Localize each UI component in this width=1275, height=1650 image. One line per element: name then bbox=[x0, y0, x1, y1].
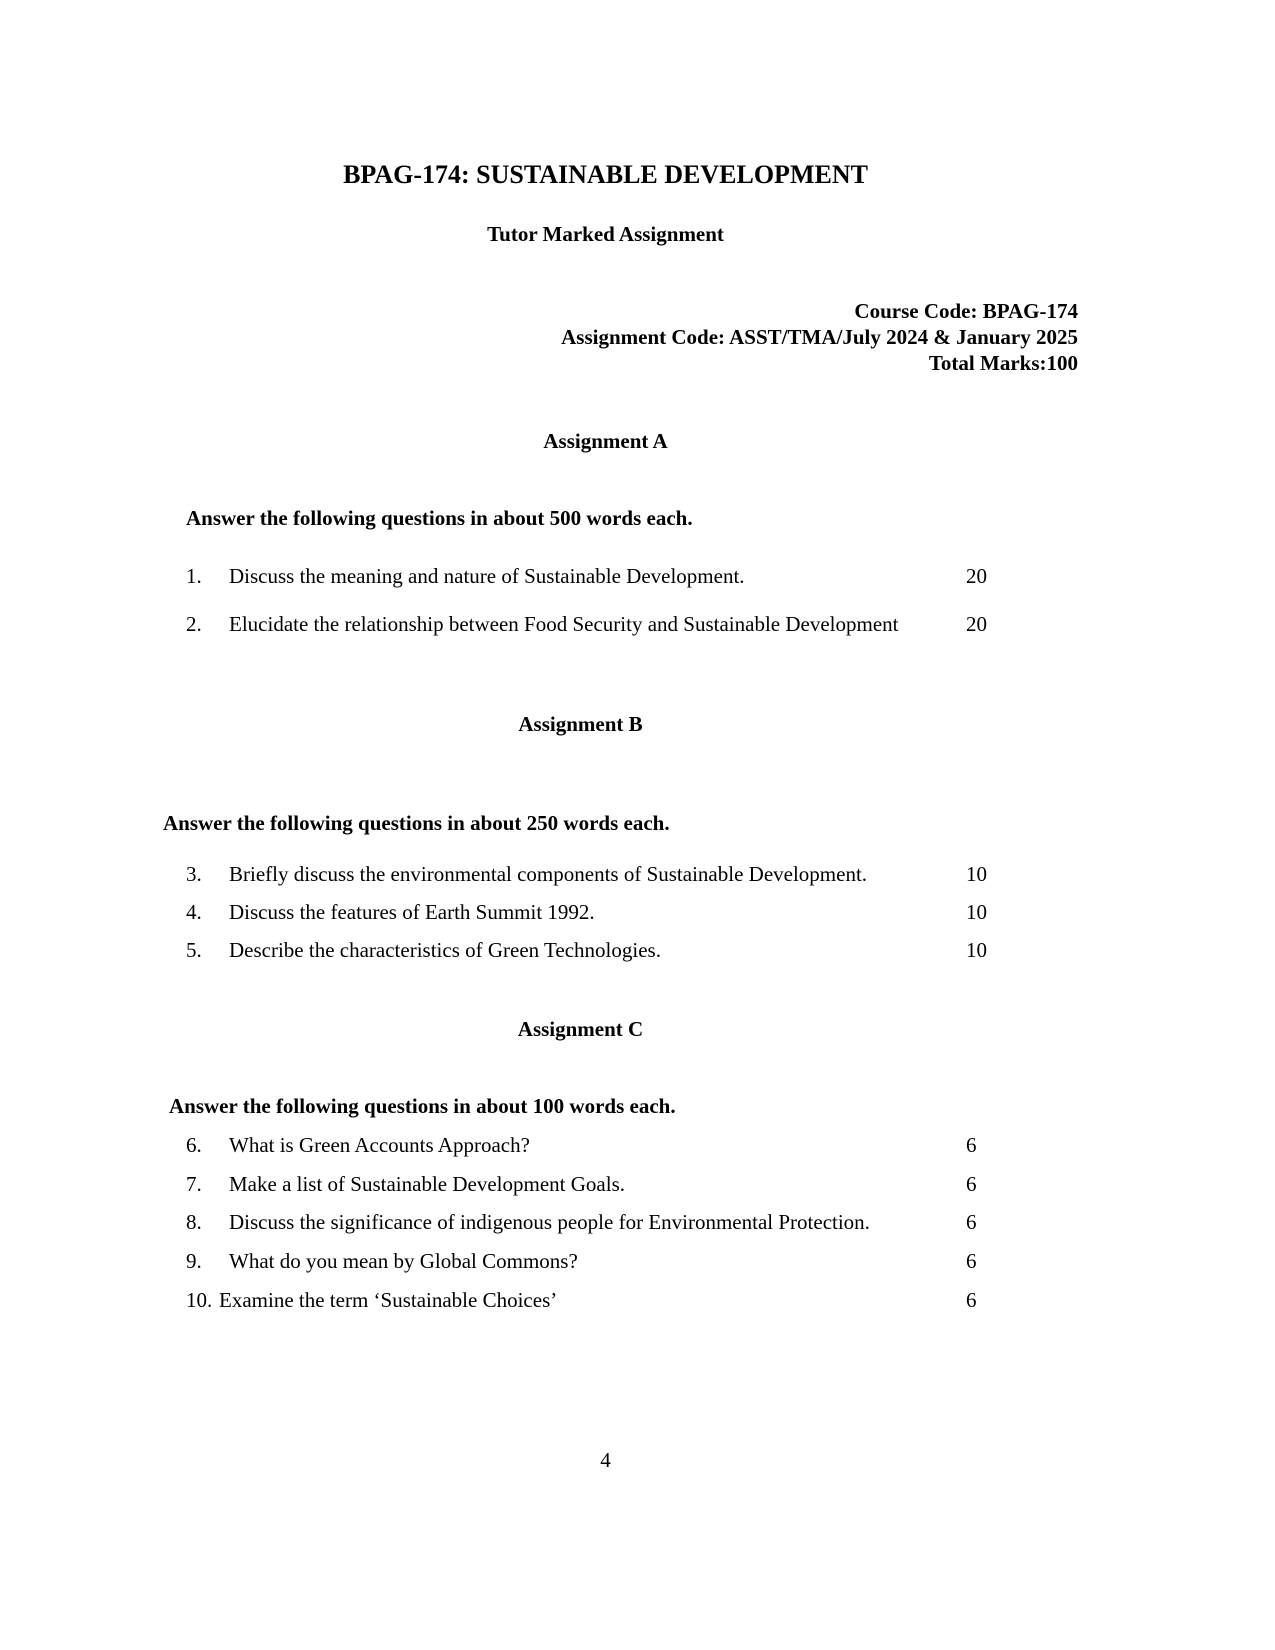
question-marks: 10 bbox=[966, 900, 987, 924]
question-number: 8. bbox=[186, 1210, 202, 1234]
document-title: BPAG-174: SUSTAINABLE DEVELOPMENT bbox=[343, 160, 868, 189]
question-marks: 10 bbox=[966, 938, 987, 962]
document-subtitle: Tutor Marked Assignment bbox=[487, 222, 724, 246]
section-instruction-b: Answer the following questions in about 250 words each. bbox=[163, 811, 670, 835]
question-number: 1. bbox=[186, 564, 202, 588]
question-marks: 6 bbox=[966, 1133, 977, 1157]
question-marks: 6 bbox=[966, 1249, 977, 1273]
total-marks: Total Marks:100 bbox=[928, 351, 1078, 375]
question-number: 10. bbox=[186, 1288, 213, 1312]
question-marks: 20 bbox=[966, 564, 987, 588]
question-number: 5. bbox=[186, 938, 202, 962]
question-text: Briefly discuss the environmental components of Sustainable Development. bbox=[229, 862, 868, 886]
question-marks: 6 bbox=[966, 1288, 977, 1312]
question-text: Elucidate the relationship between Food Security and Sustainable Development bbox=[229, 612, 899, 636]
question-number: 2. bbox=[186, 612, 202, 636]
page-number: 4 bbox=[600, 1448, 611, 1472]
question-text: Discuss the features of Earth Summit 1992. bbox=[229, 900, 595, 924]
question-number: 6. bbox=[186, 1133, 202, 1157]
question-text: Discuss the meaning and nature of Sustainable Development. bbox=[229, 564, 745, 588]
section-instruction-a: Answer the following questions in about 500 words each. bbox=[186, 506, 693, 530]
question-text: What do you mean by Global Commons? bbox=[229, 1249, 578, 1273]
section-heading-b: Assignment B bbox=[518, 712, 643, 736]
course-code: Course Code: BPAG-174 bbox=[854, 299, 1078, 323]
section-instruction-c: Answer the following questions in about 100 words each. bbox=[169, 1094, 676, 1118]
assignment-code: Assignment Code: ASST/TMA/July 2024 & January 2025 bbox=[561, 325, 1078, 349]
question-marks: 6 bbox=[966, 1210, 977, 1234]
question-number: 9. bbox=[186, 1249, 202, 1273]
question-number: 4. bbox=[186, 900, 202, 924]
section-heading-c: Assignment C bbox=[517, 1017, 644, 1041]
question-marks: 6 bbox=[966, 1172, 977, 1196]
question-marks: 10 bbox=[966, 862, 987, 886]
section-heading-a: Assignment A bbox=[543, 429, 668, 453]
question-text: Discuss the significance of indigenous people for Environmental Protection. bbox=[229, 1210, 870, 1234]
question-text: What is Green Accounts Approach? bbox=[229, 1133, 530, 1157]
question-text: Examine the term ‘Sustainable Choices’ bbox=[219, 1288, 558, 1312]
question-marks: 20 bbox=[966, 612, 987, 636]
question-text: Make a list of Sustainable Development Goals. bbox=[229, 1172, 625, 1196]
question-number: 3. bbox=[186, 862, 202, 886]
question-text: Describe the characteristics of Green Technologies. bbox=[229, 938, 661, 962]
question-number: 7. bbox=[186, 1172, 202, 1196]
